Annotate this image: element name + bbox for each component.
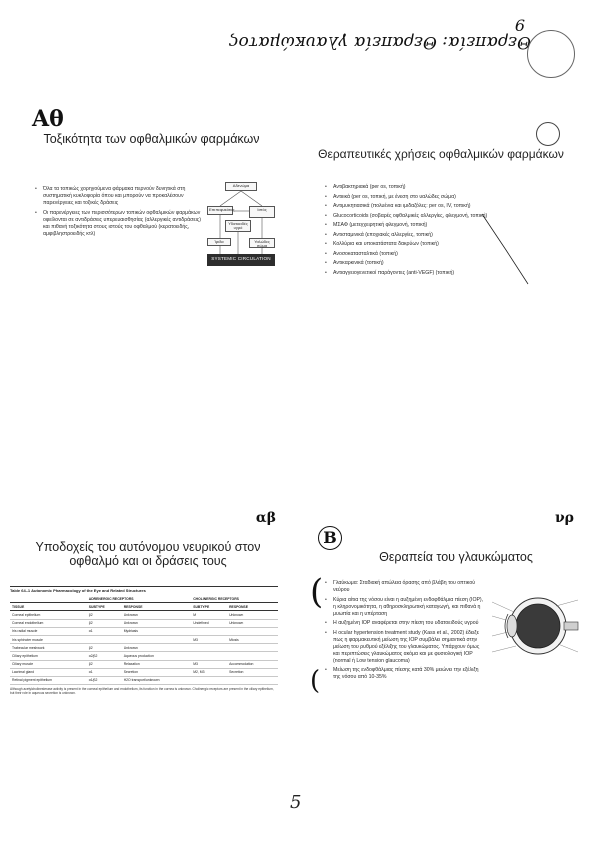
table-cell [191,627,227,635]
table-column-header: RESPONSE [122,603,192,611]
slide-b-bullet: • ΜΣΑΦ (μετεγχειρητική φλεγμονή, τοπική) [324,222,564,229]
slide-b-bullet: • Ανοσοκατασταλτικά (τοπική) [324,251,564,258]
slide-d-bullets [324,580,484,684]
table-cell: Mydriasis [122,627,192,635]
table-cell: α1/β2 [87,676,122,684]
handwritten-bracket-top: ( [310,572,324,612]
table-row [10,627,278,635]
table-cell: M2, M3 [191,668,227,676]
table-cell [191,676,227,684]
table-cell: β2 [87,644,122,652]
handwritten-title: Θεραπεία: Θεραπεία γλαυκώματος [229,32,531,52]
table-cell: β2 [87,611,122,619]
table-cell [191,644,227,652]
absorption-diagram [207,182,275,268]
table-cell: Corneal endothelium [10,619,87,627]
handwritten-bracket-bottom: ( [310,666,321,696]
table-row [10,611,278,619]
table-row [10,668,278,676]
slide-d-title: Θεραπεία του γλαυκώματος [379,550,533,564]
table-group-header: CHOLINERGIC RECEPTORS [191,595,278,603]
slide-c-title: Υποδοχείς του αυτόνομου νευρικού στον οφθαλμό και οι δράσεις τους [35,540,261,569]
slide-glaucoma-treatment [306,506,586,706]
table-footnote: Although acetylcholinesterase activity is present in the corneal epithelium and endothelium, its function in the cornea is unknown. Cholinergic receptors are present in the ciliary epithelium, but their role in aqueous secretion is unknown. [10,687,274,696]
table-group-header: ADRENERGIC RECEPTORS [87,595,191,603]
table-cell: Relaxation [122,660,192,668]
table-cell: Ciliary muscle [10,660,87,668]
table-row [10,660,278,668]
receptor-table-block [10,586,278,695]
slide-a-bullets [34,186,204,240]
slide-d-bullet: • Η αυξημένη IOP αναφέρεται στην πίεση του υδατοειδούς υγρού [324,620,484,627]
table-cell [227,676,278,684]
table-cell [227,644,278,652]
table-cell: Unknown [227,619,278,627]
table-cell: M [191,611,227,619]
table-cell: Undefined [191,619,227,627]
table-cell [227,627,278,635]
table-group-spacer [10,595,87,603]
slide-autonomic-receptors [4,506,286,706]
table-row [10,619,278,627]
slide-d-bullet: • Γλαύκωμα: Σταδιακή απώλεια όρασης από βλάβη του οπτικού νεύρου [324,580,484,594]
table-cell [191,652,227,660]
pen-annotation [476,210,536,290]
slide-d-handwritten-mark: Β [318,526,342,550]
table-cell: Secretion [227,668,278,676]
diagram-box-top: Αδενώμα [225,182,257,191]
table-column-header: SUBTYPE [191,603,227,611]
table-column-header: SUBTYPE [87,603,122,611]
diagram-box-right: Ιστός [249,206,275,218]
table-column-header: TISSUE [10,603,87,611]
table-cell: α1 [87,668,122,676]
table-cell: Iris radial muscle [10,627,87,635]
table-cell: Secretion [122,668,192,676]
table-caption: Table 64–1 Autonomic Pharmacology of the Eye and Related Structures [10,586,278,593]
table-row [10,644,278,652]
diagram-box-left: Επιπεφυκότας [207,206,233,215]
slide-therapeutic-uses [306,100,576,290]
table-cell: M3 [191,635,227,643]
table-row [10,635,278,643]
slide-b-bullet: • Αντισταμινικά (εποχιακές αλλεργίες, τοπική) [324,232,564,239]
table-cell: Iris sphincter muscle [10,635,87,643]
table-cell [227,652,278,660]
slide-b-bullet: • Glucocorticoids (σοβαρές οφθαλμικές αλλεργίες, φλεγμονή, τοπική) [324,213,564,220]
slide-b-bullet: • Κολλύρια και υποκατάστατα δακρύων (τοπική) [324,241,564,248]
slide-b-bullet: • Αντικαρκινικά (τοπική) [324,260,564,267]
table-row [10,676,278,684]
receptor-table [10,595,278,685]
diagram-banner: SYSTEMIC CIRCULATION [207,254,275,266]
slide-a-bullet: • Οι παρενέργειες των περισσότερων τοπικών οφθαλμικών φαρμάκων οφείλονται σε αντιδράσεις υπερευαισθησίας (αλλεργικές αντιδράσεις) και πιθανή τοξικότητα στους ιστούς του οφθαλμού (κερατοειδής, αμφιβληστροειδής κτλ) [34,210,204,238]
table-cell: Lacrimal gland [10,668,87,676]
slide-b-bullet: • Αντιαγγειογενετικοί παράγοντες (anti-VEGF) (τοπική) [324,270,564,277]
table-cell: β2 [87,619,122,627]
table-cell: M3 [191,660,227,668]
slide-b-bullet: • Αντιιικά (per os, τοπική, με ένεση στο υαλώδες σώμα) [324,194,564,201]
table-cell: Miosis [227,635,278,643]
eye-cross-section-diagram [490,586,580,666]
slide-d-corner-mark: νρ [554,510,574,526]
slide-b-circle-mark [536,122,560,146]
table-body [10,611,278,685]
slide-c-handwritten-mark: αβ [255,510,276,526]
table-cell: Ciliary epithelium [10,652,87,660]
slide-d-bullet: • Η ocular hypertension treatment study (Kass et al., 2002) έδειξε πως η φαρμακευτική μείωση της IOP συμβάλει σημαντικά στην μείωση του ρυθμού εξέλιξης του γλαυκώματος. Υπάρχουν όμως και περιπτώσεις γλαυκώματος ακόμα και με φυσιολογική IOP (normal ή Low tension glaucoma) [324,630,484,665]
slide-a-handwritten-mark: Αθ [32,106,64,132]
slide-a-title: Τοξικότητα των οφθαλμικών φαρμάκων [43,132,260,146]
table-cell [122,635,192,643]
table-cell: α1 [87,627,122,635]
slide-b-bullet: • Αντιμυκητιασικά (πολυένια και ιμιδαζόλες: per os, IV, τοπική) [324,203,564,210]
table-cell: Unknown [227,611,278,619]
slide-b-title: Θεραπευτικές χρήσεις οφθαλμικών φαρμάκων [318,147,564,161]
table-column-header: RESPONSE [227,603,278,611]
table-cell: Unknown [122,619,192,627]
table-cell: Aqueous production [122,652,192,660]
table-cell: Unknown [122,644,192,652]
handwritten-circle-mark [527,30,575,78]
table-cell: α2/β2 [87,652,122,660]
table-cell [87,635,122,643]
table-cell: Accommodation [227,660,278,668]
diagram-box-bottom-right: Υαλώδες σώμα [249,238,275,248]
diagram-box-middle: Υδατοειδές υγρό [225,220,251,232]
table-cell: Retinal pigment epithelium [10,676,87,684]
table-row [10,652,278,660]
slide-d-bullet: • Κύρια αίτια της νόσου είναι η αυξημένη ενδοφθάλμια πίεση (IOP), η κληρονομικότητα, η αθηροσκληρωτική καταγωγή, και πιθανά η μυωπία και η υπέρταση [324,597,484,618]
slide-b-bullet: • Αντιβακτηριακά (per os, τοπική) [324,184,564,191]
diagram-box-bottom-left: Ίριδα [207,238,231,246]
table-cell: H2O transport/unknown [122,676,192,684]
slide-d-bullet: • Μείωση της ενδοφθάλμιας πίεσης κατά 30% μειώνει την εξέλιξη της νόσου από 10-35% [324,667,484,681]
table-cell: Trabecular meshwork [10,644,87,652]
slide-a-bullet: • Όλα τα τοπικώς χορηγούμενα φάρμακα περνούν δυνητικά στη συστηματική κυκλοφορία όπου και μπορούν να προκαλέσουν παρενέργειες και τοξικές δράσεις [34,186,204,207]
corner-page-number: 6 [514,16,525,35]
table-cell: β2 [87,660,122,668]
table-cell: Corneal epithelium [10,611,87,619]
page-number: 5 [290,792,302,813]
table-cell: Unknown [122,611,192,619]
slide-toxicity [24,100,279,280]
